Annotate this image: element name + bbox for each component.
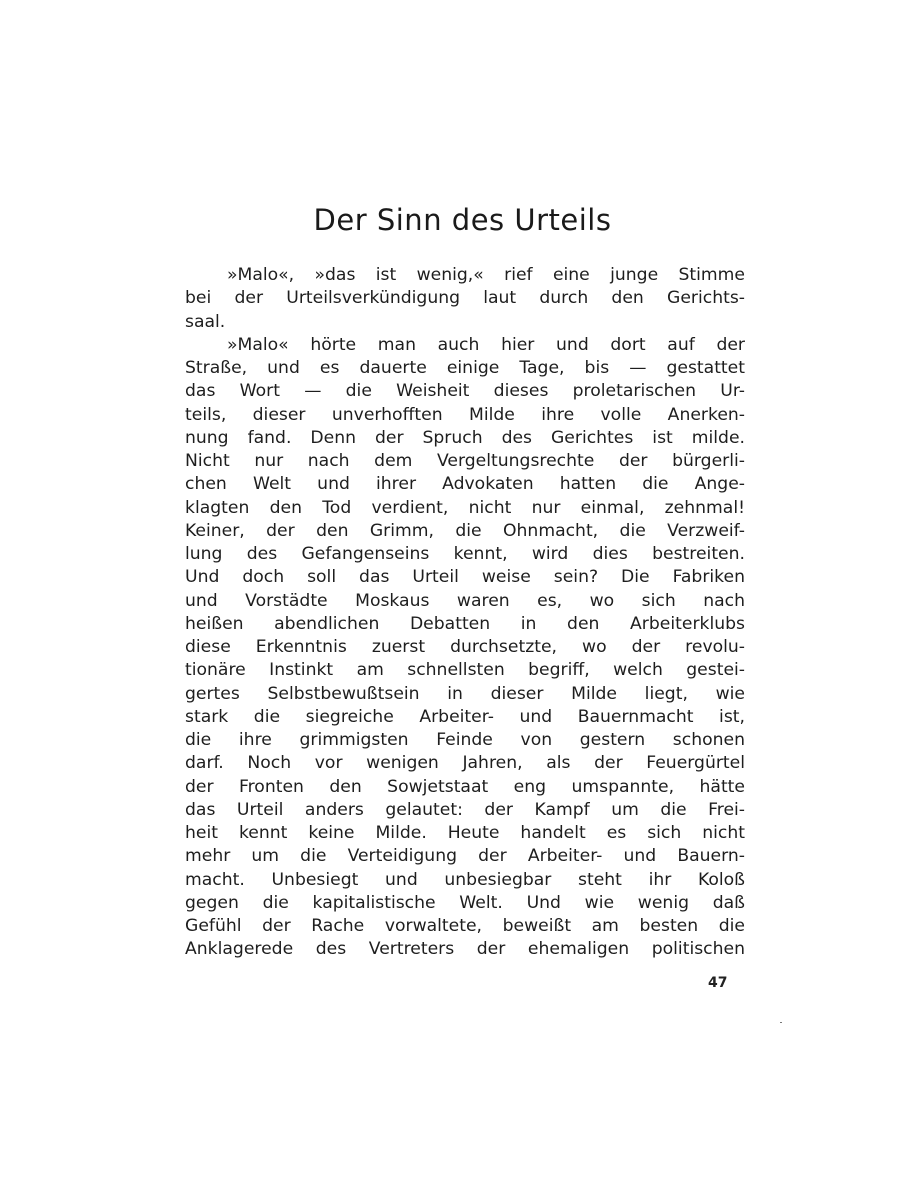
text-line: das Wort — die Weisheit dieses proletarischen Ur-	[185, 381, 745, 402]
text-line: mehr um die Verteidigung der Arbeiter- und Bauern-	[185, 846, 745, 867]
text-line: gegen die kapitalistische Welt. Und wie wenig daß	[185, 892, 745, 913]
text-line: darf. Noch vor wenigen Jahren, als der Feuergürtel	[185, 753, 745, 774]
text-line: klagten den Tod verdient, nicht nur einmal, zehnmal!	[185, 497, 745, 518]
text-line: »Malo« hörte man auch hier und dort auf der	[227, 334, 745, 355]
text-line: »Malo«, »das ist wenig,« rief eine junge Stimme	[227, 265, 745, 285]
text-line: Nicht nur nach dem Vergeltungsrechte der bürgerli-	[185, 451, 745, 471]
text-line: heißen abendlichen Debatten in den Arbeiterklubs	[185, 613, 745, 634]
page-number: 47	[708, 975, 728, 991]
text-line: Und doch soll das Urteil weise sein? Die Fabriken	[185, 567, 745, 588]
text-line: bei der Urteilsverkündigung laut durch den Gerichts-	[185, 288, 745, 309]
chapter-title: Der Sinn des Urteils	[313, 203, 612, 237]
text-line: tionäre Instinkt am schnellsten begriff, welch gestei-	[185, 660, 745, 681]
text-line: heit kennt keine Milde. Heute handelt es sich nicht	[185, 823, 745, 843]
scan-speck	[780, 1022, 782, 1023]
text-line: stark die siegreiche Arbeiter- und Bauernmacht ist,	[185, 706, 745, 727]
text-line: macht. Unbesiegt und unbesiegbar steht ihr Koloß	[185, 869, 745, 890]
text-line: nung fand. Denn der Spruch des Gerichtes ist milde.	[185, 427, 745, 448]
text-line: teils, dieser unverhofften Milde ihre volle Anerken-	[185, 404, 745, 425]
text-line: die ihre grimmigsten Feinde von gestern schonen	[185, 730, 745, 750]
text-line: lung des Gefangenseins kennt, wird dies bestreiten.	[185, 544, 745, 564]
text-line: Straße, und es dauerte einige Tage, bis — gestattet	[185, 358, 745, 378]
text-line: Anklagerede des Vertreters der ehemaligen politischen	[185, 939, 745, 960]
text-line: der Fronten den Sowjetstaat eng umspannte, hätte	[185, 776, 745, 797]
text-line: und Vorstädte Moskaus waren es, wo sich nach	[185, 590, 745, 611]
text-line: gertes Selbstbewußtsein in dieser Milde liegt, wie	[185, 683, 745, 704]
text-line: saal.	[185, 311, 226, 332]
text-line: diese Erkenntnis zuerst durchsetzte, wo der revolu-	[185, 637, 745, 657]
text-line: das Urteil anders gelautet: der Kampf um die Frei-	[185, 799, 745, 820]
text-line: Gefühl der Rache vorwaltete, beweißt am besten die	[185, 916, 745, 936]
body-text	[185, 264, 745, 962]
text-line: Keiner, der den Grimm, die Ohnmacht, die Verzweif-	[185, 520, 745, 541]
text-line: chen Welt und ihrer Advokaten hatten die Ange-	[185, 474, 745, 495]
